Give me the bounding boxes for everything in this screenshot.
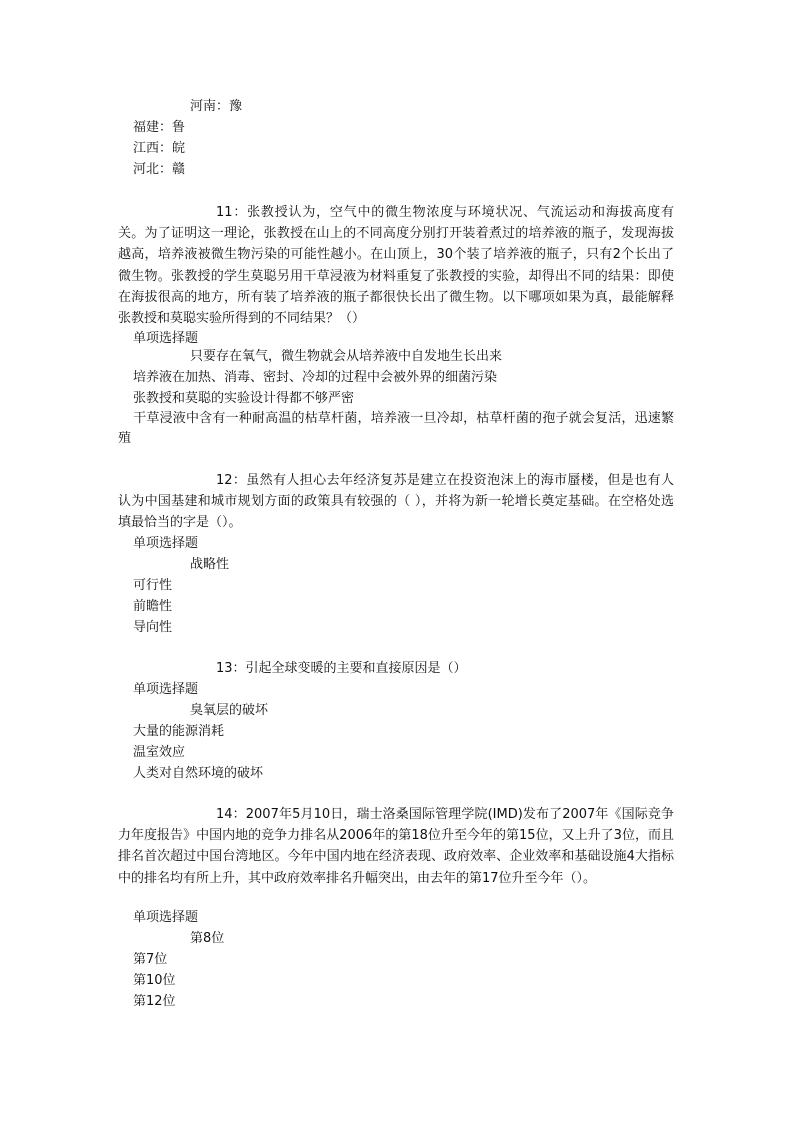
option-d: 河北：赣 <box>133 162 186 177</box>
question-13-option-b: 大量的能源消耗 <box>133 724 225 739</box>
question-11-stem: 11：张教授认为，空气中的微生物浓度与环境状况、气流运动和海拔高度有关。为了证明这一理论，张教授在山上的不同高度分别打开装着煮过的培养液的瓶子，发现海拔越高，培养液被微生物污染的可能性越小。在山顶上，30个装了培养液的瓶子，只有2个长出了微生物。张教授的学生莫聪另用干草浸液为材料重复了张教授的实验，却得出不同的结果：即使在海拔很高的地方，所有装了培养液的瓶子都很快长出了微生物。以下哪项如果为真，最能解释张教授和莫聪实验所得到的不同结果？（） <box>118 205 674 327</box>
option-c: 江西：皖 <box>133 141 186 156</box>
question-11-option-b: 培养液在加热、消毒、密封、冷却的过程中会被外界的细菌污染 <box>133 370 498 385</box>
question-14-type: 单项选择题 <box>133 910 199 925</box>
question-14-option-d: 第12位 <box>133 994 176 1009</box>
question-14-option-c: 第10位 <box>133 973 176 988</box>
question-13-type: 单项选择题 <box>133 682 199 697</box>
question-12-option-c: 前瞻性 <box>133 599 173 614</box>
question-13-stem: 13：引起全球变暖的主要和直接原因是（） <box>216 661 467 676</box>
question-11-type: 单项选择题 <box>133 331 199 346</box>
question-11-option-a: 只要存在氧气，微生物就会从培养液中自发地生长出来 <box>190 349 503 364</box>
question-13-option-c: 温室效应 <box>133 745 186 760</box>
question-12-type: 单项选择题 <box>133 536 199 551</box>
option-b: 福建：鲁 <box>133 120 186 135</box>
question-11-option-d: 干草浸液中含有一种耐高温的枯草杆菌，培养液一旦冷却，枯草杆菌的孢子就会复活，迅速繁殖 <box>118 411 674 446</box>
question-12-option-b: 可行性 <box>133 578 173 593</box>
question-14-option-b: 第7位 <box>133 952 168 967</box>
question-11-option-c: 张教授和莫聪的实验设计得都不够严密 <box>133 391 355 406</box>
question-14-stem: 14：2007年5月10日，瑞士洛桑国际管理学院(IMD)发布了2007年《国际竞争力年度报告》中国内地的竞争力排名从2006年的第18位升至今年的第15位，又上升了3位，而且排名首次超过中国台湾地区。今年中国内地在经济表现、政府效率、企业效率和基础设施4大指标中的排名均有所上升，其中政府效率排名升幅突出，由去年的第17位升至今年（）。 <box>118 807 674 886</box>
option-a: 河南：豫 <box>190 99 243 114</box>
question-14-option-a: 第8位 <box>190 931 225 946</box>
question-12-stem: 12：虽然有人担心去年经济复苏是建立在投资泡沫上的海市蜃楼，但是也有人认为中国基建和城市规划方面的政策具有较强的（ ），并将为新一轮增长奠定基础。在空格处选填最恰当的字是（）。 <box>118 473 674 531</box>
question-12-option-d: 导向性 <box>133 620 173 635</box>
question-13-option-d: 人类对自然环境的破坏 <box>133 766 264 781</box>
question-13-option-a: 臭氧层的破坏 <box>190 703 269 718</box>
question-12-option-a: 战略性 <box>190 557 230 572</box>
